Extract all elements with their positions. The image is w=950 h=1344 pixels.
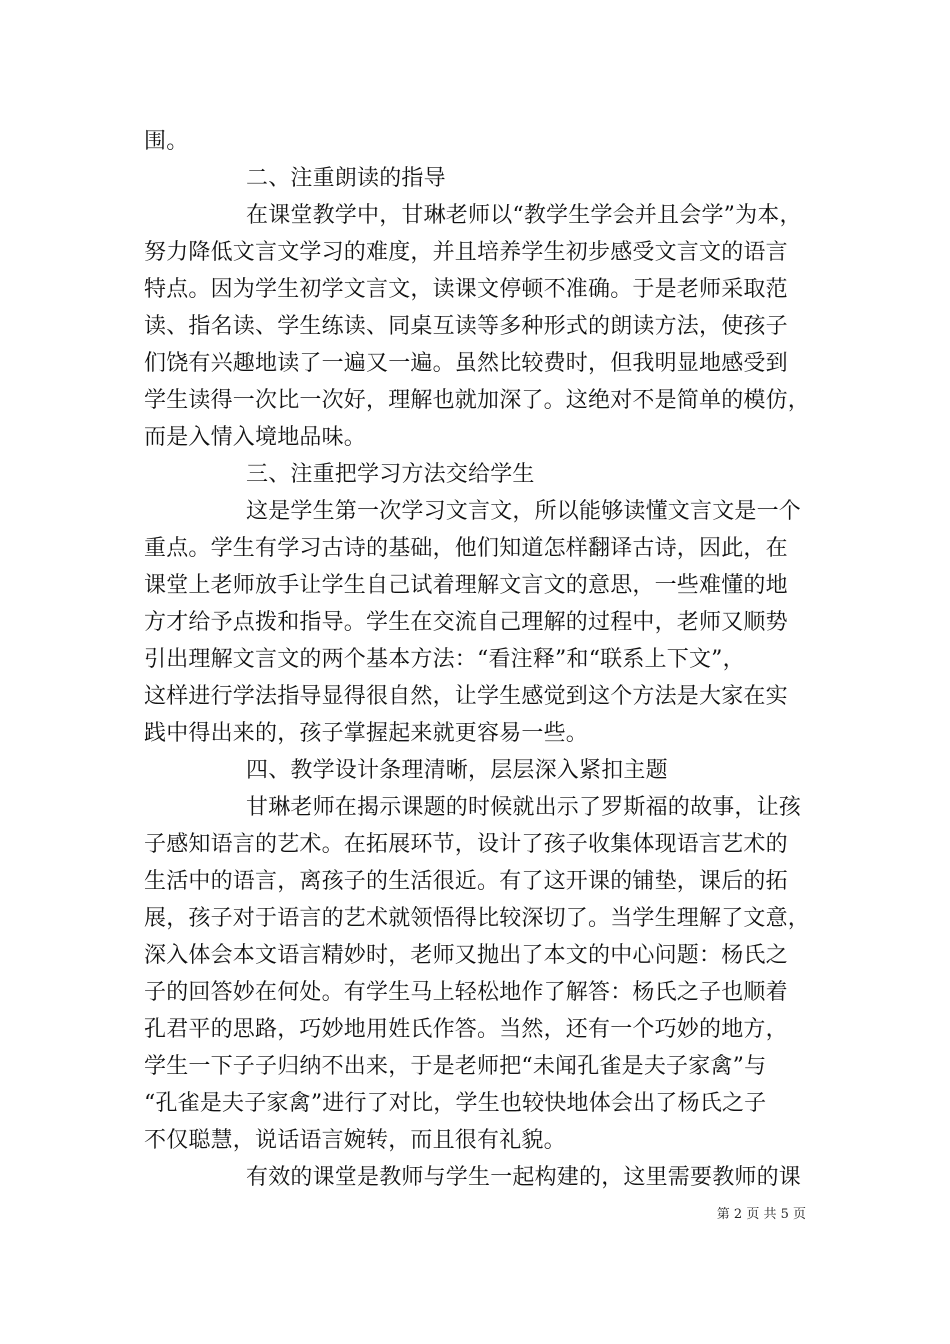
text-line: 践中得出来的，孩子掌握起来就更容易一些。 (144, 721, 589, 746)
text-line: 这是学生第一次学习文言文，所以能够读懂文言文是一个 (246, 499, 802, 524)
section-heading: 三、注重把学习方法交给学生 (246, 462, 535, 487)
text-line: 课堂上老师放手让学生自己试着理解文言文的意思，一些难懂的地 (144, 573, 788, 598)
text-line: 孔君平的思路，巧妙地用姓氏作答。当然，还有一个巧妙的地方， (144, 1017, 788, 1042)
text-line: 这样进行学法指导显得很自然，让学生感觉到这个方法是大家在实 (144, 684, 788, 709)
text-line: 展，孩子对于语言的艺术就领悟得比较深切了。当学生理解了文意， (144, 906, 811, 931)
text-line: 深入体会本文语言精妙时，老师又抛出了本文的中心问题：杨氏之 (144, 943, 788, 968)
text-line: 们饶有兴趣地读了一遍又一遍。虽然比较费时，但我明显地感受到 (144, 351, 788, 376)
text-line: 甘琳老师在揭示课题的时候就出示了罗斯福的故事，让孩 (246, 795, 802, 820)
text-line: “孔雀是夫子家禽”进行了对比，学生也较快地体会出了杨氏之子 (144, 1091, 767, 1116)
text-line: 重点。学生有学习古诗的基础，他们知道怎样翻译古诗，因此，在 (144, 536, 788, 561)
text-line: 而是入情入境地品味。 (144, 425, 367, 450)
text-line: 学生读得一次比一次好，理解也就加深了。这绝对不是简单的模仿， (144, 388, 811, 413)
text-line: 生活中的语言，离孩子的生活很近。有了这开课的铺垫，课后的拓 (144, 869, 788, 894)
text-line: 子感知语言的艺术。在拓展环节，设计了孩子收集体现语言艺术的 (144, 832, 788, 857)
text-line: 努力降低文言文学习的难度，并且培养学生初步感受文言文的语言 (144, 240, 788, 265)
text-line: 围。 (144, 129, 189, 154)
section-heading: 四、教学设计条理清晰，层层深入紧扣主题 (246, 758, 668, 783)
text-line: 特点。因为学生初学文言文，读课文停顿不准确。于是老师采取范 (144, 277, 788, 302)
text-line: 不仅聪慧，说话语言婉转，而且很有礼貌。 (144, 1128, 566, 1153)
text-line: 子的回答妙在何处。有学生马上轻松地作了解答：杨氏之子也顺着 (144, 980, 788, 1005)
text-line: 方才给予点拨和指导。学生在交流自己理解的过程中，老师又顺势 (144, 610, 788, 635)
text-line: 在课堂教学中，甘琳老师以“教学生学会并且会学”为本， (246, 203, 802, 228)
text-line: 有效的课堂是教师与学生一起构建的，这里需要教师的课 (246, 1165, 802, 1190)
text-line: 学生一下子子归纳不出来，于是老师把“未闻孔雀是夫子家禽”与 (144, 1054, 767, 1079)
text-line: 引出理解文言文的两个基本方法：“看注释”和“联系上下文”， (144, 647, 745, 672)
text-line: 读、指名读、学生练读、同桌互读等多种形式的朗读方法，使孩子 (144, 314, 788, 339)
section-heading: 二、注重朗读的指导 (246, 166, 446, 191)
page-number-footer: 第 2 页 共 5 页 (716, 1207, 806, 1222)
